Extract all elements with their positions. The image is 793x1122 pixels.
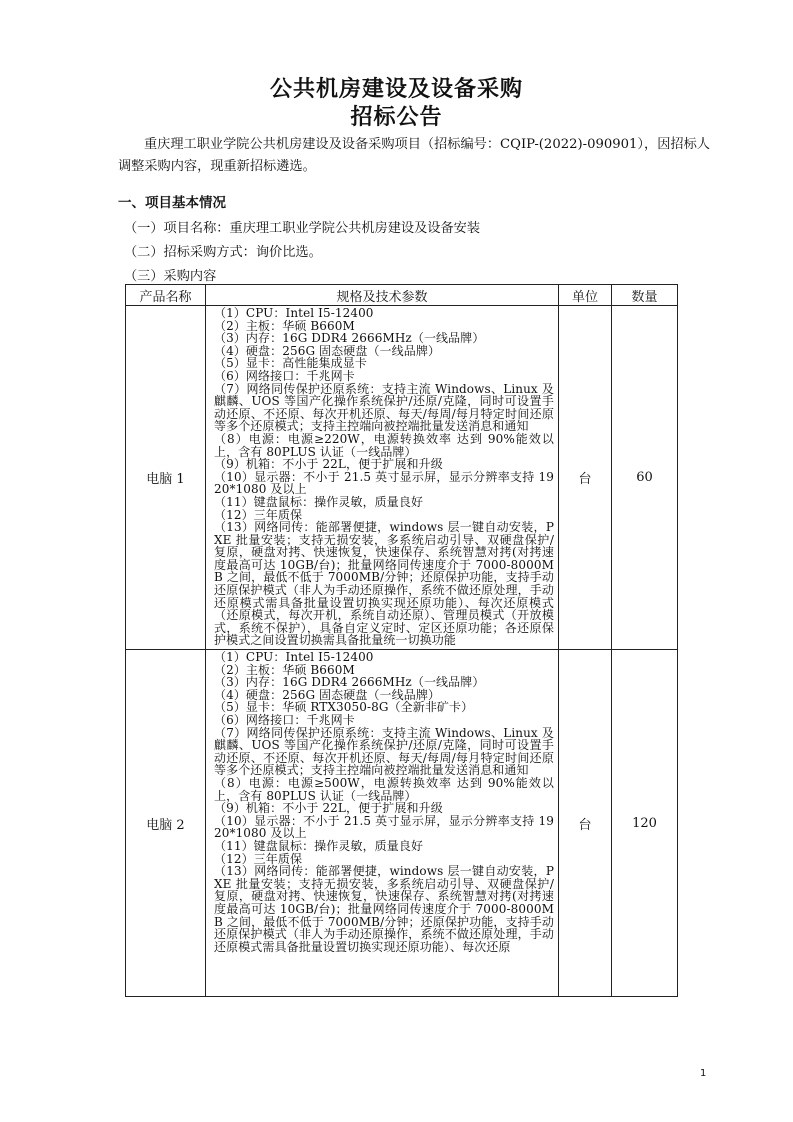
spec-line: （12）三年质保 bbox=[214, 507, 303, 522]
spec-line: （8）电源：电源≥500W，电源转换效率 达到 90%能效以上，含有 80PLUS 认证（一线品牌） bbox=[214, 775, 554, 803]
procurement-method-item: （二）招标采购方式：询价比选。 bbox=[124, 245, 322, 260]
spec-line: （1）CPU：Intel I5-12400 bbox=[214, 651, 374, 665]
section-heading: 一、项目基本情况 bbox=[118, 195, 226, 211]
spec-line: （10）显示器：不小于 21.5 英寸显示屏，显示分辨率支持 1920*1080 及以上 bbox=[214, 813, 554, 841]
spec-line: （4）硬盘：256G 固态硬盘（一线品牌） bbox=[214, 343, 441, 358]
spec-line: （6）网络接口：千兆网卡 bbox=[214, 368, 355, 383]
spec-line: （10）显示器：不小于 21.5 英寸显示屏，显示分辨率支持 1920*1080 及以上 bbox=[214, 469, 554, 497]
unit-cell: 台 bbox=[559, 306, 612, 650]
spec-line: （12）三年质保 bbox=[214, 851, 303, 866]
spec-cell bbox=[206, 650, 559, 997]
spec-line: （2）主板：华硕 B660M bbox=[214, 662, 355, 677]
quantity-cell: 60 bbox=[612, 306, 678, 650]
header-unit: 单位 bbox=[559, 285, 612, 306]
spec-line: （7）网络同传保护还原系统：支持主流 Windows、Linux 及麒麟、UOS 等国产化操作系统保护/还原/克隆，同时可设置手动还原、不还原、每次开机还原、每天/每周/每月特定时间还原等多个还原模式；支持主控端向被控端批量发送消息和通知 bbox=[214, 725, 554, 778]
header-product-name: 产品名称 bbox=[126, 285, 206, 306]
product-name-cell: 电脑 1 bbox=[126, 306, 206, 650]
spec-line: （7）网络同传保护还原系统：支持主流 Windows、Linux 及麒麟、UOS 等国产化操作系统保护/还原/克隆，同时可设置手动还原、不还原、每次开机还原、每天/每周/每月特定时间还原等多个还原模式；支持主控端向被控端批量发送消息和通知 bbox=[214, 381, 554, 434]
table-row bbox=[126, 650, 678, 997]
spec-line: （6）网络接口：千兆网卡 bbox=[214, 713, 355, 727]
spec-line: （13）网络同传：能部署便捷，windows 层一键自动安装，PXE 批量安装；支持无损安装，多系统启动引导、双硬盘保护/复原，硬盘对拷、快速恢复，快速保存、系统智慧对拷(对拷速度最高可达 10GB/台)；批量网络同传速度介于 7000-8000MB 之间，最低不低于 7000MB/分钟；还原保护功能，支持手动还原保护模式（非人为手动还原操作，系统不做还原处理，手动还原模式需具备批量设置切换实现还原功能）、每次还原 bbox=[214, 864, 554, 954]
quantity-cell: 120 bbox=[612, 650, 678, 997]
procurement-table bbox=[125, 284, 678, 997]
spec-line: （11）键盘鼠标：操作灵敏，质量良好 bbox=[214, 838, 424, 853]
spec-line: （3）内存：16G DDR4 2666MHz（一线品牌） bbox=[214, 675, 485, 690]
document-title-line2: 招标公告 bbox=[350, 105, 443, 130]
header-quantity: 数量 bbox=[612, 285, 678, 306]
spec-line: （5）显卡：华硕 RTX3050-8G（全新非矿卡） bbox=[214, 700, 474, 715]
table-header-row bbox=[126, 285, 678, 306]
spec-line: （9）机箱：不小于 22L，便于扩展和升级 bbox=[214, 801, 443, 816]
spec-cell bbox=[206, 306, 559, 650]
intro-paragraph: 重庆理工职业学院公共机房建设及设备采购项目（招标编号：CQIP-(2022)-090901），因招标人调整采购内容，现重新招标遴选。 bbox=[118, 137, 710, 174]
document-title-line1: 公共机房建设及设备采购 bbox=[269, 77, 523, 102]
unit-cell: 台 bbox=[559, 650, 612, 997]
spec-line: （2）主板：华硕 B660M bbox=[214, 318, 355, 333]
project-name-item: （一）项目名称：重庆理工职业学院公共机房建设及设备安装 bbox=[124, 221, 481, 236]
spec-line: （13）网络同传：能部署便捷，windows 层一键自动安装，PXE 批量安装；支持无损安装，多系统启动引导、双硬盘保护/复原，硬盘对拷、快速恢复，快速保存、系统智慧对拷(对拷速度最高可达 10GB/台)；批量网络同传速度介于 7000-8000MB 之间，最低不低于 7000MB/分钟；还原保护功能，支持手动还原保护模式（非人为手动还原操作，系统不做还原处理，手动还原模式需具备批量设置切换实现还原功能）、每次还原模式（还原模式，每次开机，系统自动还原）、管理员模式（开放模式，系统不保护），具备自定义定时、定区还原功能；各还原保护模式之间设置切换需具备批量统一切换功能 bbox=[214, 520, 554, 648]
procurement-content-item: （三）采购内容 bbox=[124, 269, 217, 284]
table-row bbox=[126, 306, 678, 650]
spec-line: （8）电源：电源≥220W，电源转换效率 达到 90%能效以上，含有 80PLUS 认证（一线品牌） bbox=[214, 431, 554, 459]
header-specs: 规格及技术参数 bbox=[206, 285, 559, 306]
spec-line: （1）CPU：Intel I5-12400 bbox=[214, 306, 374, 320]
spec-line: （4）硬盘：256G 固态硬盘（一线品牌） bbox=[214, 687, 441, 702]
spec-line: （11）键盘鼠标：操作灵敏，质量良好 bbox=[214, 494, 424, 509]
spec-line: （3）内存：16G DDR4 2666MHz（一线品牌） bbox=[214, 331, 485, 346]
page-number: 1 bbox=[700, 1068, 707, 1079]
product-name-cell: 电脑 2 bbox=[126, 650, 206, 997]
spec-line: （9）机箱：不小于 22L，便于扩展和升级 bbox=[214, 457, 443, 472]
spec-line: （5）显卡：高性能集成显卡 bbox=[214, 356, 367, 371]
